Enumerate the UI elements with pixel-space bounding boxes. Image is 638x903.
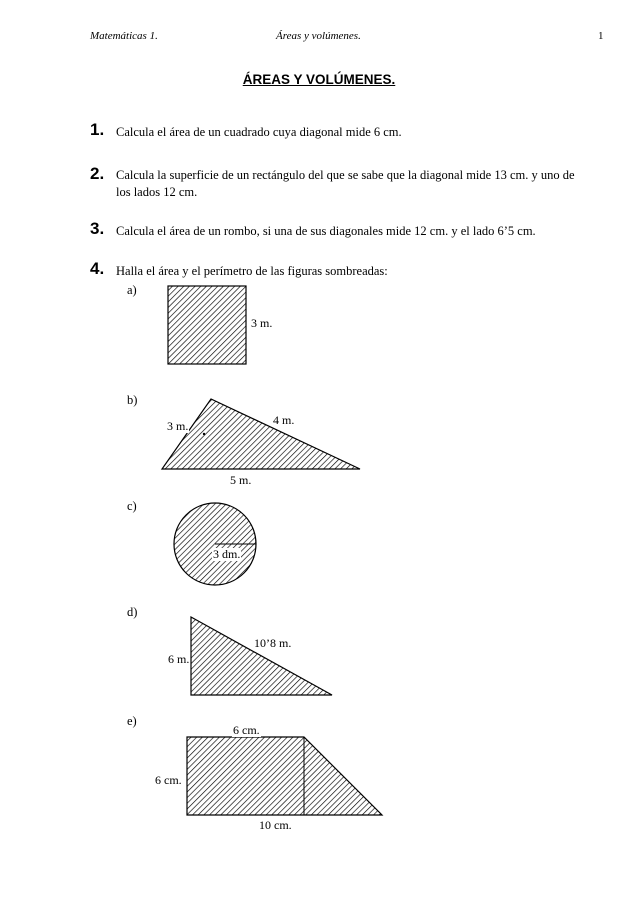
question-text-3: Calcula el área de un rombo, si una de sus diagonales mide 12 cm. y el lado 6’5 cm. xyxy=(116,224,536,238)
figure-e-trapezoid xyxy=(187,737,382,815)
page-number: 1 xyxy=(598,30,604,42)
question-number-3: 3. xyxy=(90,219,105,238)
figure-d-label: d) xyxy=(127,605,138,619)
figure-b-right-side-label: 4 m. xyxy=(273,413,295,427)
figure-a-side-label: 3 m. xyxy=(251,316,273,330)
figure-b-base-label: 5 m. xyxy=(230,473,252,487)
figure-a-square xyxy=(168,286,246,364)
question-number-1: 1. xyxy=(90,120,105,139)
header-topic: Áreas y volúmenes. xyxy=(276,30,361,42)
figure-e-left-label: 6 cm. xyxy=(155,773,182,787)
figure-e-top-label: 6 cm. xyxy=(233,723,260,737)
figure-b-left-side-label: 3 m. xyxy=(167,419,189,433)
figure-d-hypotenuse-label: 10’8 m. xyxy=(254,636,292,650)
figure-a-label: a) xyxy=(127,283,137,297)
figure-c-label: c) xyxy=(127,499,137,513)
question-text-1: Calcula el área de un cuadrado cuya diagonal mide 6 cm. xyxy=(116,125,402,139)
header-subject: Matemáticas 1. xyxy=(90,30,158,42)
figure-e-bottom-label: 10 cm. xyxy=(259,818,292,832)
question-number-2: 2. xyxy=(90,164,105,183)
question-number-4: 4. xyxy=(90,259,105,278)
question-text-4: Halla el área y el perímetro de las figuras sombreadas: xyxy=(116,264,388,278)
figure-c-radius-label: 3 dm. xyxy=(213,547,241,561)
figure-b-triangle xyxy=(162,399,360,469)
figure-b-right-angle-mark xyxy=(203,433,205,435)
figure-e-label: e) xyxy=(127,714,137,728)
page-title: ÁREAS Y VOLÚMENES. xyxy=(242,72,396,87)
figure-b-label: b) xyxy=(127,393,138,407)
question-text-2: Calcula la superficie de un rectángulo del que se sabe que la diagonal mide 13 cm. y uno de los lados 12 cm. xyxy=(116,168,575,199)
figure-d-height-label: 6 m. xyxy=(168,652,190,666)
figure-d-triangle xyxy=(191,617,332,695)
